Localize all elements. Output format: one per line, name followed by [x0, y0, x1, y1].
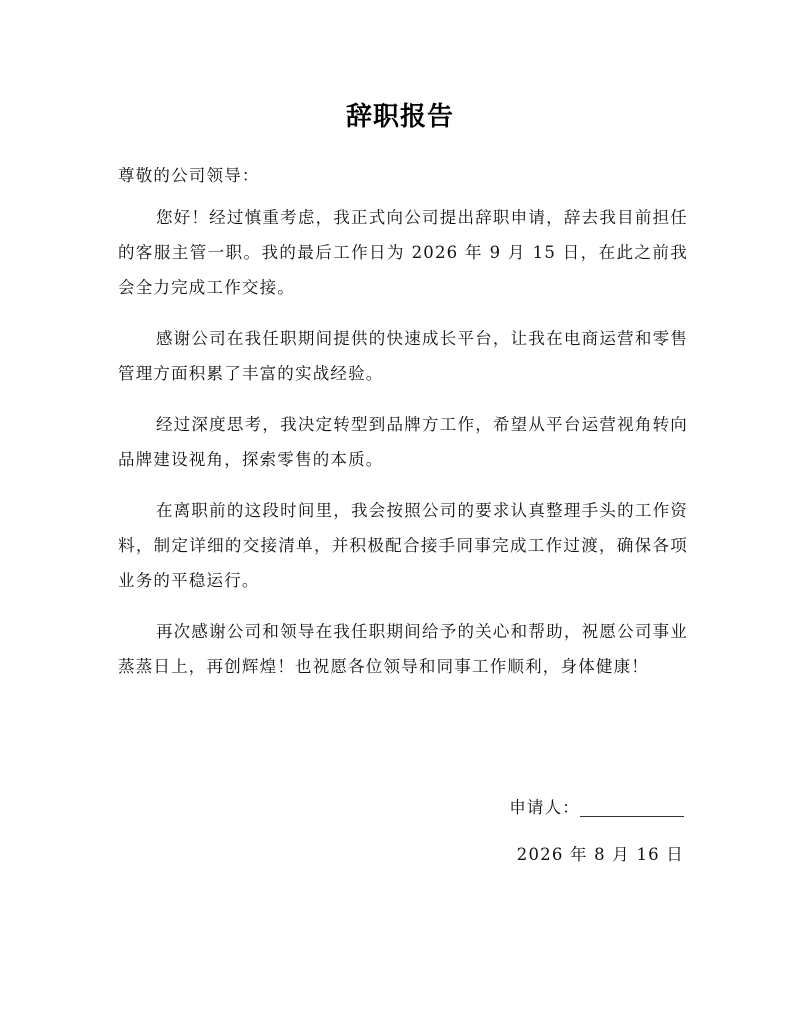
- paragraph-greeting: 您好！经过慎重考虑，我正式向公司提出辞职申请，辞去我目前担任的客服主管一职。我的最后工作日为 2026 年 9 月 15 日，在此之前我会全力完成工作交接。: [118, 208, 688, 297]
- paragraph-thanks: 感谢公司在我任职期间提供的快速成长平台，让我在电商运营和零售管理方面积累了丰富的实战经验。: [118, 329, 688, 383]
- paragraph-closing: 再次感谢公司和领导在我任职期间给予的关心和帮助，祝愿公司事业蒸蒸日上，再创辉煌！也祝愿各位领导和同事工作顺利，身体健康！: [118, 622, 688, 676]
- paragraph-reason: 经过深度思考，我决定转型到品牌方工作，希望从平台运营视角转向品牌建设视角，探索零售的本质。: [118, 415, 688, 469]
- letter-date: 2026 年 8 月 16 日: [516, 845, 684, 864]
- signature-block: [509, 790, 684, 872]
- signature-blank: [580, 794, 684, 817]
- salutation: 尊敬的公司领导：: [118, 166, 260, 185]
- letter-body: [118, 200, 688, 700]
- applicant-label: 申请人：: [509, 798, 580, 817]
- page-title: 辞职报告: [345, 102, 454, 132]
- paragraph-handover: 在离职前的这段时间里，我会按照公司的要求认真整理手头的工作资料，制定详细的交接清单，并积极配合接手同事完成工作过渡，确保各项业务的平稳运行。: [118, 501, 688, 590]
- applicant-line: [509, 790, 684, 825]
